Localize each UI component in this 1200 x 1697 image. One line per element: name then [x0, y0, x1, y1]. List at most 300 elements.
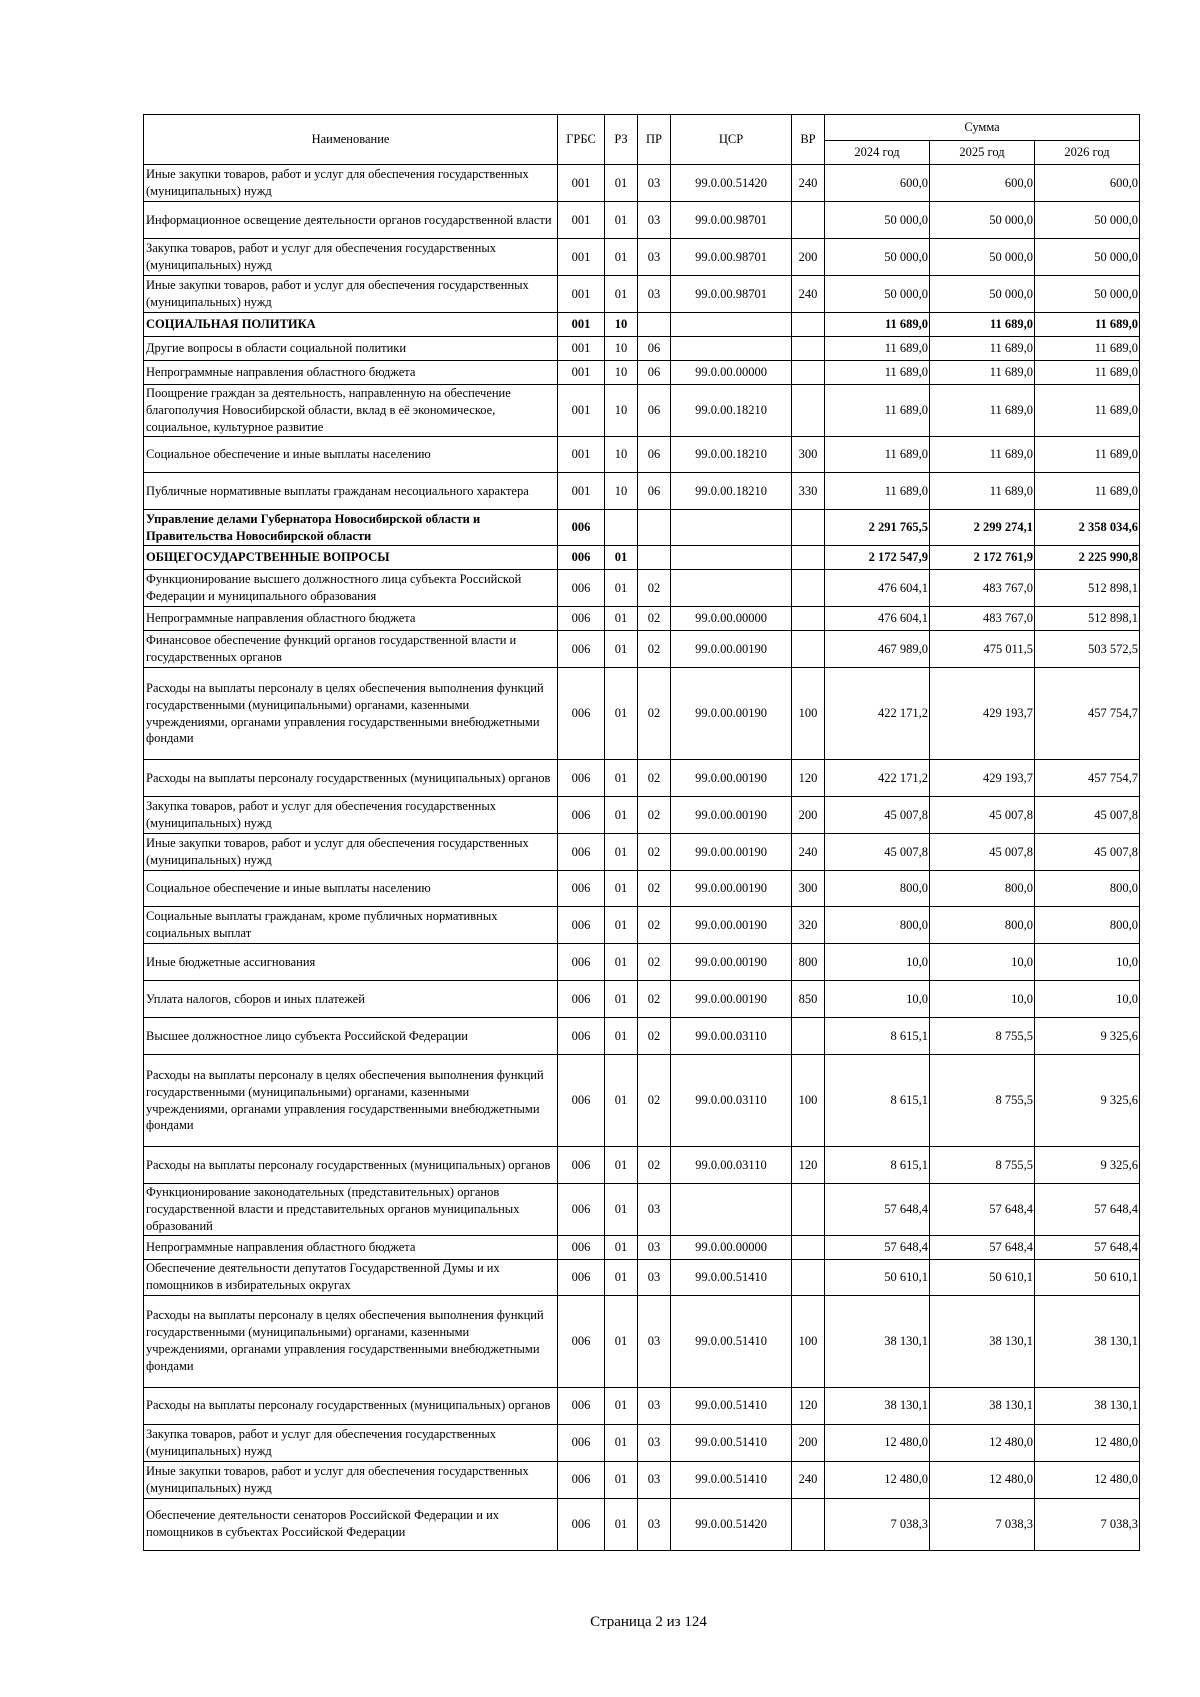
cell-csr: 99.0.00.51420 [671, 165, 792, 202]
cell-2024: 11 689,0 [825, 437, 930, 473]
cell-pr: 03 [638, 1424, 671, 1461]
cell-rz [605, 510, 638, 546]
cell-pr: 02 [638, 834, 671, 871]
cell-2026: 11 689,0 [1035, 313, 1140, 337]
cell-grbs: 001 [558, 437, 605, 473]
cell-grbs: 006 [558, 1387, 605, 1424]
cell-2026: 10,0 [1035, 981, 1140, 1018]
cell-rz: 01 [605, 1147, 638, 1184]
table-row [144, 1055, 1140, 1147]
cell-csr: 99.0.00.51410 [671, 1259, 792, 1295]
cell-grbs: 001 [558, 361, 605, 385]
cell-rz: 01 [605, 1055, 638, 1147]
cell-pr: 03 [638, 239, 671, 276]
cell-grbs: 006 [558, 1147, 605, 1184]
cell-rz: 01 [605, 760, 638, 797]
cell-rz: 01 [605, 1461, 638, 1498]
cell-name: Непрограммные направления областного бюджета [144, 361, 558, 385]
cell-2024: 10,0 [825, 944, 930, 981]
cell-2026: 57 648,4 [1035, 1235, 1140, 1259]
cell-grbs: 006 [558, 1295, 605, 1387]
cell-2025: 8 755,5 [930, 1055, 1035, 1147]
cell-csr: 99.0.00.51420 [671, 1498, 792, 1550]
cell-pr: 02 [638, 907, 671, 944]
cell-2026: 38 130,1 [1035, 1295, 1140, 1387]
cell-csr [671, 313, 792, 337]
cell-2025: 2 172 761,9 [930, 546, 1035, 570]
cell-pr: 03 [638, 1235, 671, 1259]
cell-2025: 8 755,5 [930, 1018, 1035, 1055]
cell-2025: 50 000,0 [930, 276, 1035, 313]
header-pr: ПР [638, 115, 671, 165]
cell-grbs: 006 [558, 760, 605, 797]
cell-vr [792, 1184, 825, 1236]
cell-rz: 01 [605, 668, 638, 760]
cell-vr: 100 [792, 668, 825, 760]
cell-pr: 03 [638, 1184, 671, 1236]
cell-grbs: 006 [558, 907, 605, 944]
cell-pr: 02 [638, 871, 671, 907]
cell-csr: 99.0.00.00000 [671, 1235, 792, 1259]
cell-pr: 06 [638, 385, 671, 437]
cell-2025: 800,0 [930, 871, 1035, 907]
cell-name: Социальное обеспечение и иные выплаты населению [144, 437, 558, 473]
cell-2025: 8 755,5 [930, 1147, 1035, 1184]
cell-csr: 99.0.00.98701 [671, 239, 792, 276]
cell-name: Расходы на выплаты персоналу в целях обеспечения выполнения функций государственными (муниципальными) органами, казенными учреждениями, органами управления государственными внебюджетными фондами [144, 1055, 558, 1147]
table-row [144, 1235, 1140, 1259]
cell-grbs: 006 [558, 797, 605, 834]
cell-pr [638, 510, 671, 546]
cell-vr [792, 607, 825, 631]
cell-2026: 11 689,0 [1035, 385, 1140, 437]
table-row [144, 437, 1140, 473]
cell-2025: 50 000,0 [930, 202, 1035, 239]
cell-vr [792, 202, 825, 239]
cell-name: Непрограммные направления областного бюджета [144, 1235, 558, 1259]
cell-name: Обеспечение деятельности депутатов Государственной Думы и их помощников в избирательных округах [144, 1259, 558, 1295]
cell-name: СОЦИАЛЬНАЯ ПОЛИТИКА [144, 313, 558, 337]
cell-pr: 02 [638, 797, 671, 834]
cell-grbs: 006 [558, 944, 605, 981]
cell-grbs: 006 [558, 871, 605, 907]
cell-2024: 422 171,2 [825, 668, 930, 760]
cell-rz: 01 [605, 570, 638, 607]
cell-grbs: 001 [558, 202, 605, 239]
cell-name: Финансовое обеспечение функций органов государственной власти и государственных органов [144, 631, 558, 668]
cell-2025: 11 689,0 [930, 437, 1035, 473]
cell-vr [792, 631, 825, 668]
cell-rz: 01 [605, 1295, 638, 1387]
cell-2026: 800,0 [1035, 871, 1140, 907]
cell-pr: 03 [638, 276, 671, 313]
cell-2024: 50 610,1 [825, 1259, 930, 1295]
cell-2024: 11 689,0 [825, 313, 930, 337]
cell-2026: 50 610,1 [1035, 1259, 1140, 1295]
table-row [144, 570, 1140, 607]
table-row [144, 760, 1140, 797]
cell-2025: 50 610,1 [930, 1259, 1035, 1295]
cell-name: Расходы на выплаты персоналу государственных (муниципальных) органов [144, 760, 558, 797]
cell-2024: 11 689,0 [825, 473, 930, 510]
cell-vr: 300 [792, 437, 825, 473]
cell-2026: 50 000,0 [1035, 239, 1140, 276]
cell-csr: 99.0.00.98701 [671, 202, 792, 239]
cell-2026: 11 689,0 [1035, 473, 1140, 510]
cell-name: Расходы на выплаты персоналу государственных (муниципальных) органов [144, 1387, 558, 1424]
cell-2026: 9 325,6 [1035, 1055, 1140, 1147]
cell-name: Публичные нормативные выплаты гражданам несоциального характера [144, 473, 558, 510]
cell-pr: 06 [638, 337, 671, 361]
cell-name: Уплата налогов, сборов и иных платежей [144, 981, 558, 1018]
cell-csr: 99.0.00.51410 [671, 1387, 792, 1424]
cell-grbs: 006 [558, 546, 605, 570]
header-rz: РЗ [605, 115, 638, 165]
cell-grbs: 001 [558, 337, 605, 361]
cell-rz: 01 [605, 631, 638, 668]
cell-name: Иные закупки товаров, работ и услуг для обеспечения государственных (муниципальных) нужд [144, 834, 558, 871]
cell-csr: 99.0.00.18210 [671, 385, 792, 437]
header-year-2024: 2024 год [825, 141, 930, 165]
cell-grbs: 006 [558, 1498, 605, 1550]
table-row [144, 1259, 1140, 1295]
cell-vr: 120 [792, 760, 825, 797]
cell-2024: 50 000,0 [825, 239, 930, 276]
cell-2026: 10,0 [1035, 944, 1140, 981]
header-name: Наименование [144, 115, 558, 165]
cell-rz: 10 [605, 313, 638, 337]
table-row [144, 1184, 1140, 1236]
cell-rz: 01 [605, 239, 638, 276]
budget-sheet [143, 114, 1140, 1551]
cell-rz: 01 [605, 1259, 638, 1295]
cell-pr: 03 [638, 1295, 671, 1387]
cell-2024: 11 689,0 [825, 337, 930, 361]
cell-vr [792, 361, 825, 385]
cell-2025: 11 689,0 [930, 473, 1035, 510]
table-row [144, 202, 1140, 239]
cell-vr [792, 510, 825, 546]
cell-2025: 50 000,0 [930, 239, 1035, 276]
cell-2026: 50 000,0 [1035, 276, 1140, 313]
cell-csr [671, 570, 792, 607]
table-row [144, 1295, 1140, 1387]
cell-grbs: 001 [558, 165, 605, 202]
cell-2026: 457 754,7 [1035, 668, 1140, 760]
cell-2024: 467 989,0 [825, 631, 930, 668]
header-row-1 [144, 115, 1140, 141]
cell-2026: 7 038,3 [1035, 1498, 1140, 1550]
cell-pr: 03 [638, 1387, 671, 1424]
cell-rz: 10 [605, 361, 638, 385]
cell-2024: 12 480,0 [825, 1461, 930, 1498]
cell-rz: 01 [605, 981, 638, 1018]
cell-2024: 12 480,0 [825, 1424, 930, 1461]
table-row [144, 1018, 1140, 1055]
table-row [144, 546, 1140, 570]
cell-vr [792, 385, 825, 437]
cell-grbs: 006 [558, 981, 605, 1018]
cell-rz: 01 [605, 276, 638, 313]
table-row [144, 1424, 1140, 1461]
cell-2025: 11 689,0 [930, 361, 1035, 385]
cell-vr: 200 [792, 1424, 825, 1461]
cell-2025: 57 648,4 [930, 1184, 1035, 1236]
cell-vr [792, 546, 825, 570]
cell-vr: 850 [792, 981, 825, 1018]
cell-csr [671, 337, 792, 361]
cell-csr: 99.0.00.00190 [671, 944, 792, 981]
cell-2025: 11 689,0 [930, 385, 1035, 437]
cell-name: Поощрение граждан за деятельность, направленную на обеспечение благополучия Новосибирской области, вклад в её экономическое, социальное, культурное развитие [144, 385, 558, 437]
cell-name: Функционирование законодательных (представительных) органов государственной власти и представительных органов муниципальных образований [144, 1184, 558, 1236]
cell-2024: 50 000,0 [825, 276, 930, 313]
table-row [144, 1147, 1140, 1184]
cell-csr: 99.0.00.51410 [671, 1424, 792, 1461]
cell-vr [792, 1018, 825, 1055]
table-row [144, 1461, 1140, 1498]
cell-name: Расходы на выплаты персоналу в целях обеспечения выполнения функций государственными (муниципальными) органами, казенными учреждениями, органами управления государственными внебюджетными фондами [144, 668, 558, 760]
cell-pr: 02 [638, 631, 671, 668]
cell-grbs: 006 [558, 570, 605, 607]
header-csr: ЦСР [671, 115, 792, 165]
cell-2025: 38 130,1 [930, 1387, 1035, 1424]
table-row [144, 1387, 1140, 1424]
cell-name: Иные бюджетные ассигнования [144, 944, 558, 981]
cell-vr [792, 570, 825, 607]
cell-rz: 10 [605, 437, 638, 473]
cell-grbs: 006 [558, 631, 605, 668]
cell-pr: 02 [638, 570, 671, 607]
table-row [144, 385, 1140, 437]
cell-csr [671, 546, 792, 570]
header-sum: Сумма [825, 115, 1140, 141]
cell-pr: 06 [638, 473, 671, 510]
cell-rz: 01 [605, 1424, 638, 1461]
cell-vr [792, 1498, 825, 1550]
cell-2026: 9 325,6 [1035, 1147, 1140, 1184]
page-number: Страница 2 из 124 [590, 1614, 707, 1630]
table-row [144, 276, 1140, 313]
cell-csr: 99.0.00.00190 [671, 981, 792, 1018]
cell-grbs: 006 [558, 1235, 605, 1259]
cell-rz: 01 [605, 202, 638, 239]
cell-pr [638, 546, 671, 570]
cell-2026: 50 000,0 [1035, 202, 1140, 239]
cell-rz: 01 [605, 165, 638, 202]
cell-vr: 100 [792, 1295, 825, 1387]
cell-2025: 429 193,7 [930, 760, 1035, 797]
cell-vr [792, 313, 825, 337]
cell-vr: 100 [792, 1055, 825, 1147]
cell-pr [638, 313, 671, 337]
cell-pr: 02 [638, 1147, 671, 1184]
cell-name: Расходы на выплаты персоналу государственных (муниципальных) органов [144, 1147, 558, 1184]
cell-vr: 240 [792, 834, 825, 871]
cell-rz: 01 [605, 907, 638, 944]
cell-2025: 45 007,8 [930, 834, 1035, 871]
cell-name: Обеспечение деятельности сенаторов Российской Федерации и их помощников в субъектах Российской Федерации [144, 1498, 558, 1550]
cell-2026: 503 572,5 [1035, 631, 1140, 668]
cell-2025: 7 038,3 [930, 1498, 1035, 1550]
cell-name: Информационное освещение деятельности органов государственной власти [144, 202, 558, 239]
table-row [144, 165, 1140, 202]
cell-name: Непрограммные направления областного бюджета [144, 607, 558, 631]
cell-2026: 45 007,8 [1035, 797, 1140, 834]
cell-2025: 11 689,0 [930, 313, 1035, 337]
cell-pr: 03 [638, 1461, 671, 1498]
table-row [144, 944, 1140, 981]
table-row [144, 871, 1140, 907]
cell-2024: 57 648,4 [825, 1235, 930, 1259]
table-row [144, 834, 1140, 871]
cell-2025: 38 130,1 [930, 1295, 1035, 1387]
cell-rz: 01 [605, 1018, 638, 1055]
cell-vr: 200 [792, 239, 825, 276]
cell-vr [792, 1259, 825, 1295]
cell-2026: 57 648,4 [1035, 1184, 1140, 1236]
cell-name: Другие вопросы в области социальной политики [144, 337, 558, 361]
cell-vr: 240 [792, 165, 825, 202]
table-row [144, 510, 1140, 546]
cell-grbs: 001 [558, 385, 605, 437]
cell-name: Социальное обеспечение и иные выплаты населению [144, 871, 558, 907]
cell-pr: 06 [638, 437, 671, 473]
cell-rz: 01 [605, 871, 638, 907]
cell-csr: 99.0.00.00000 [671, 361, 792, 385]
cell-2025: 11 689,0 [930, 337, 1035, 361]
cell-grbs: 001 [558, 313, 605, 337]
cell-name: Расходы на выплаты персоналу в целях обеспечения выполнения функций государственными (муниципальными) органами, казенными учреждениями, органами управления государственными внебюджетными фондами [144, 1295, 558, 1387]
cell-rz: 01 [605, 797, 638, 834]
cell-vr: 320 [792, 907, 825, 944]
cell-csr: 99.0.00.51410 [671, 1295, 792, 1387]
cell-2024: 2 172 547,9 [825, 546, 930, 570]
cell-grbs: 006 [558, 510, 605, 546]
cell-2026: 600,0 [1035, 165, 1140, 202]
cell-csr: 99.0.00.00190 [671, 871, 792, 907]
table-row [144, 1498, 1140, 1550]
cell-2024: 57 648,4 [825, 1184, 930, 1236]
cell-vr [792, 1235, 825, 1259]
cell-csr: 99.0.00.03110 [671, 1055, 792, 1147]
cell-csr: 99.0.00.00190 [671, 797, 792, 834]
cell-2026: 45 007,8 [1035, 834, 1140, 871]
cell-2024: 476 604,1 [825, 570, 930, 607]
cell-csr [671, 1184, 792, 1236]
cell-2026: 800,0 [1035, 907, 1140, 944]
cell-2025: 2 299 274,1 [930, 510, 1035, 546]
cell-2024: 800,0 [825, 907, 930, 944]
cell-rz: 01 [605, 1498, 638, 1550]
cell-2025: 475 011,5 [930, 631, 1035, 668]
cell-csr: 99.0.00.00000 [671, 607, 792, 631]
table-row [144, 337, 1140, 361]
cell-vr: 200 [792, 797, 825, 834]
header-year-2025: 2025 год [930, 141, 1035, 165]
cell-2024: 8 615,1 [825, 1018, 930, 1055]
cell-2026: 11 689,0 [1035, 337, 1140, 361]
cell-2025: 800,0 [930, 907, 1035, 944]
cell-grbs: 006 [558, 1055, 605, 1147]
cell-vr: 120 [792, 1147, 825, 1184]
cell-name: Закупка товаров, работ и услуг для обеспечения государственных (муниципальных) нужд [144, 1424, 558, 1461]
cell-csr: 99.0.00.00190 [671, 907, 792, 944]
cell-pr: 03 [638, 165, 671, 202]
cell-vr: 300 [792, 871, 825, 907]
cell-2024: 38 130,1 [825, 1387, 930, 1424]
cell-pr: 02 [638, 760, 671, 797]
cell-rz: 10 [605, 473, 638, 510]
cell-rz: 01 [605, 1184, 638, 1236]
cell-grbs: 006 [558, 1424, 605, 1461]
cell-2024: 476 604,1 [825, 607, 930, 631]
cell-pr: 02 [638, 1055, 671, 1147]
cell-name: Социальные выплаты гражданам, кроме публичных нормативных социальных выплат [144, 907, 558, 944]
cell-rz: 01 [605, 546, 638, 570]
cell-2024: 8 615,1 [825, 1055, 930, 1147]
cell-vr: 120 [792, 1387, 825, 1424]
cell-pr: 03 [638, 1498, 671, 1550]
cell-vr: 240 [792, 1461, 825, 1498]
cell-2026: 2 225 990,8 [1035, 546, 1140, 570]
cell-vr: 240 [792, 276, 825, 313]
cell-pr: 03 [638, 202, 671, 239]
table-row [144, 631, 1140, 668]
table-row [144, 361, 1140, 385]
cell-csr: 99.0.00.03110 [671, 1018, 792, 1055]
cell-2024: 800,0 [825, 871, 930, 907]
cell-pr: 02 [638, 981, 671, 1018]
cell-csr [671, 510, 792, 546]
cell-csr: 99.0.00.18210 [671, 437, 792, 473]
cell-2024: 50 000,0 [825, 202, 930, 239]
cell-csr: 99.0.00.03110 [671, 1147, 792, 1184]
cell-name: ОБЩЕГОСУДАРСТВЕННЫЕ ВОПРОСЫ [144, 546, 558, 570]
cell-pr: 02 [638, 1018, 671, 1055]
cell-2024: 45 007,8 [825, 797, 930, 834]
cell-grbs: 006 [558, 607, 605, 631]
cell-2025: 600,0 [930, 165, 1035, 202]
header-year-2026: 2026 год [1035, 141, 1140, 165]
cell-2025: 57 648,4 [930, 1235, 1035, 1259]
cell-name: Иные закупки товаров, работ и услуг для обеспечения государственных (муниципальных) нужд [144, 165, 558, 202]
table-row [144, 313, 1140, 337]
cell-grbs: 001 [558, 473, 605, 510]
cell-grbs: 006 [558, 1018, 605, 1055]
cell-csr: 99.0.00.00190 [671, 834, 792, 871]
table-row [144, 907, 1140, 944]
cell-pr: 02 [638, 668, 671, 760]
cell-2025: 12 480,0 [930, 1461, 1035, 1498]
cell-2024: 45 007,8 [825, 834, 930, 871]
budget-table [143, 114, 1140, 1551]
header-vr: ВР [792, 115, 825, 165]
cell-pr: 03 [638, 1259, 671, 1295]
cell-2024: 10,0 [825, 981, 930, 1018]
cell-rz: 01 [605, 607, 638, 631]
cell-rz: 01 [605, 944, 638, 981]
cell-name: Иные закупки товаров, работ и услуг для обеспечения государственных (муниципальных) нужд [144, 1461, 558, 1498]
cell-rz: 10 [605, 385, 638, 437]
cell-2024: 2 291 765,5 [825, 510, 930, 546]
cell-name: Высшее должностное лицо субъекта Российской Федерации [144, 1018, 558, 1055]
cell-2025: 45 007,8 [930, 797, 1035, 834]
cell-2024: 11 689,0 [825, 385, 930, 437]
table-row [144, 668, 1140, 760]
cell-2026: 11 689,0 [1035, 361, 1140, 385]
cell-2026: 11 689,0 [1035, 437, 1140, 473]
